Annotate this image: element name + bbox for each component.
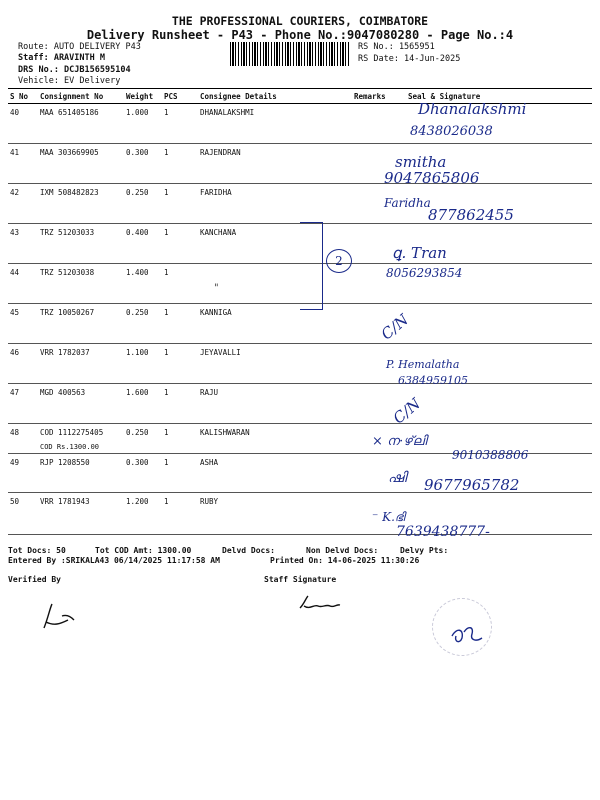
row-consignee: RAJU	[198, 384, 352, 424]
signature-kalishwaran: × ന·ഴ്‌ലി	[372, 434, 427, 449]
row-consignee: KANNIGA	[198, 304, 352, 344]
row-pcs: 1	[162, 424, 198, 454]
row-consignment-number: COD 1112275405	[40, 428, 104, 437]
row-consignment: RJP 1208550	[38, 454, 124, 493]
signature-asha: ഷി	[388, 470, 407, 486]
verified-by-signature	[38, 598, 78, 634]
ditto-mark: "	[214, 283, 219, 294]
barcode	[230, 42, 350, 66]
row-consignee: KANCHANA	[198, 224, 352, 264]
row-consignee: JEYAVALLI	[198, 344, 352, 384]
row-pcs: 1	[162, 144, 198, 184]
table-row	[8, 144, 592, 184]
row-sno: 40	[8, 104, 38, 144]
row-remarks	[352, 104, 406, 144]
row-consignment	[38, 424, 124, 454]
row-consignment: TRZ 51203038	[38, 264, 124, 304]
row-pcs: 1	[162, 454, 198, 493]
signature-dhanalakshmi: Dhanalakshmi	[418, 100, 527, 118]
col-signature: Seal & Signature	[406, 89, 592, 104]
col-consignee: Consignee Details	[198, 89, 352, 104]
table-row	[8, 493, 592, 535]
row-pcs: 1	[162, 264, 198, 304]
row-signature	[406, 384, 592, 424]
row-weight: 0.400	[124, 224, 162, 264]
handwritten-phone-49: 9677965782	[424, 476, 520, 494]
row-pcs: 1	[162, 384, 198, 424]
row-weight: 1.100	[124, 344, 162, 384]
col-sno: S No	[8, 89, 38, 104]
total-cod-amount: Tot COD Amt: 1300.00	[95, 546, 192, 555]
row-pcs: 1	[162, 224, 198, 264]
handwritten-phone-40: 8438026038	[410, 124, 493, 139]
handwritten-phone-50: 7639438777-	[396, 524, 490, 540]
non-delivered-docs: Non Delvd Docs:	[306, 546, 379, 555]
row-consignment: VRR 1781943	[38, 493, 124, 535]
row-consignee: KALISHWARAN	[198, 424, 352, 454]
row-weight: 1.600	[124, 384, 162, 424]
row-consignee: ASHA	[198, 454, 352, 493]
runsheet-table	[8, 88, 592, 535]
drs-number: DRS No.: DCJB156595104	[18, 65, 131, 75]
row-sno: 43	[8, 224, 38, 264]
verified-by-label: Verified By	[8, 575, 61, 584]
row-consignment: MAA 303669905	[38, 144, 124, 184]
row-weight: 1.000	[124, 104, 162, 144]
col-remarks: Remarks	[352, 89, 406, 104]
cn-mark-47: C/N	[389, 394, 424, 428]
signature-ruby: ⁻ K.ഭി	[372, 510, 405, 524]
handwritten-phone-46: 6384959105	[398, 374, 468, 387]
row-consignment: MGD 400563	[38, 384, 124, 424]
staff-signature-label: Staff Signature	[264, 575, 337, 584]
row-weight: 0.250	[124, 184, 162, 224]
row-weight: 1.200	[124, 493, 162, 535]
table-row	[8, 344, 592, 384]
total-docs: Tot Docs: 50	[8, 546, 66, 555]
route: Route: AUTO DELIVERY P43	[18, 42, 141, 52]
col-consignment: Consignment No	[38, 89, 124, 104]
row-sno: 50	[8, 493, 38, 535]
signature-smitha: smitha	[395, 153, 447, 171]
row-consignee: DHANALAKSHMI	[198, 104, 352, 144]
row-consignment: MAA 651405186	[38, 104, 124, 144]
row-consignment: TRZ 10050267	[38, 304, 124, 344]
rs-number: RS No.: 1565951	[358, 42, 435, 52]
signature-faridha: Faridha	[384, 196, 431, 210]
cod-amount-note: COD Rs.1300.00	[40, 443, 100, 451]
row-weight: 1.400	[124, 264, 162, 304]
row-weight: 0.250	[124, 304, 162, 344]
row-weight: 0.300	[124, 454, 162, 493]
table-row	[8, 384, 592, 424]
circled-count: 2	[326, 249, 352, 273]
vehicle: Vehicle: EV Delivery	[18, 76, 121, 86]
row-sno: 41	[8, 144, 38, 184]
row-consignment: TRZ 51203033	[38, 224, 124, 264]
entered-by: Entered By :SRIKALA43 06/14/2025 11:17:58 AM	[8, 556, 220, 565]
delivery-points: Delvy Pts:	[400, 546, 449, 555]
row-sno: 42	[8, 184, 38, 224]
col-weight: Weight	[124, 89, 162, 104]
signature-kanchana: ꝗ. Tran	[392, 244, 447, 262]
row-consignee: RUBY	[198, 493, 352, 535]
rs-date: RS Date: 14-Jun-2025	[358, 54, 461, 64]
stamp-signature	[448, 620, 488, 650]
signature-hemalatha: P. Hemalatha	[386, 358, 460, 371]
row-pcs: 1	[162, 104, 198, 144]
row-consignee: FARIDHA	[198, 184, 352, 224]
handwritten-phone-43-44: 8056293854	[386, 266, 463, 280]
row-signature	[406, 304, 592, 344]
staff-signature	[296, 590, 342, 616]
runsheet-title: Delivery Runsheet - P43 - Phone No.:9047080280 - Page No.:4	[86, 28, 514, 42]
row-sno: 44	[8, 264, 38, 304]
bracket-mark	[300, 222, 323, 310]
row-pcs: 1	[162, 344, 198, 384]
row-sno: 49	[8, 454, 38, 493]
row-sno: 45	[8, 304, 38, 344]
row-sno: 47	[8, 384, 38, 424]
row-consignment: IXM 508482823	[38, 184, 124, 224]
printed-on: Printed On: 14-06-2025 11:30:26	[270, 556, 420, 565]
row-sno: 48	[8, 424, 38, 454]
handwritten-phone-42: 877862455	[428, 206, 514, 224]
row-consignee: RAJENDRAN	[198, 144, 352, 184]
row-weight: 0.250	[124, 424, 162, 454]
col-pcs: PCS	[162, 89, 198, 104]
row-pcs: 1	[162, 493, 198, 535]
row-consignment: VRR 1782037	[38, 344, 124, 384]
row-weight: 0.300	[124, 144, 162, 184]
handwritten-phone-41: 9047865806	[384, 169, 480, 187]
staff: Staff: ARAVINTH M	[18, 53, 105, 63]
row-sno: 46	[8, 344, 38, 384]
cn-mark-45: C/N	[377, 310, 412, 344]
delivered-docs: Delvd Docs:	[222, 546, 275, 555]
row-pcs: 1	[162, 304, 198, 344]
handwritten-phone-48: 9010388806	[452, 448, 529, 462]
row-pcs: 1	[162, 184, 198, 224]
company-title: THE PROFESSIONAL COURIERS, COIMBATORE	[171, 14, 429, 28]
